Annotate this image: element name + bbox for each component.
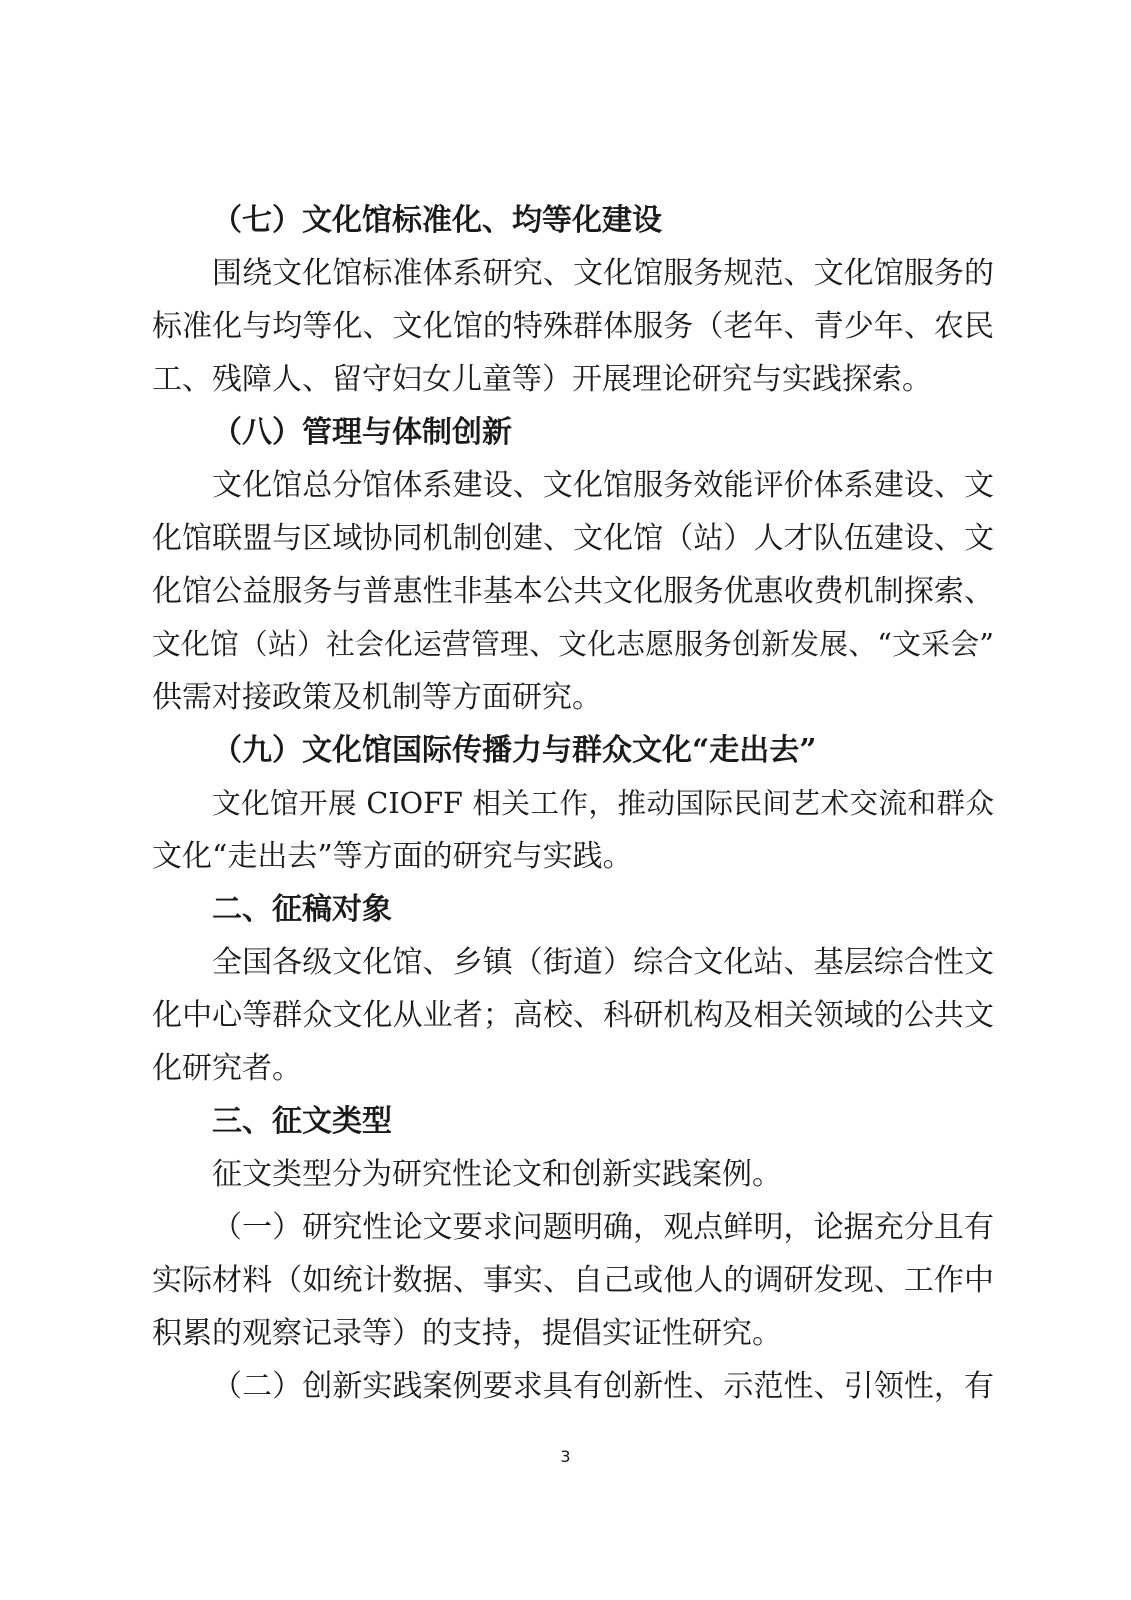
paragraph-line: 全国各级文化馆、乡镇（街道）综合文化站、基层综合性文 xyxy=(212,945,994,980)
paragraph-line: 积累的观察记录等）的支持，提倡实证性研究。 xyxy=(152,1316,782,1351)
heading-9: （九）文化馆国际传播力与群众文化“走出去” xyxy=(212,733,817,768)
paragraph-line: 围绕文化馆标准体系研究、文化馆服务规范、文化馆服务的 xyxy=(212,256,994,291)
paragraph-line: 文化馆开展 CIOFF 相关工作，推动国际民间艺术交流和群众 xyxy=(212,786,994,820)
paragraph-line: 化中心等群众文化从业者；高校、科研机构及相关领域的公共文 xyxy=(152,998,994,1033)
paragraph-line: 供需对接政策及机制等方面研究。 xyxy=(152,680,602,715)
paragraph-line: 文化“走出去”等方面的研究与实践。 xyxy=(152,839,633,874)
paragraph-line: 工、残障人、留守妇女儿童等）开展理论研究与实践探索。 xyxy=(152,362,932,397)
paragraph-line: 化研究者。 xyxy=(152,1051,302,1086)
section-heading-2: 二、征稿对象 xyxy=(212,892,392,927)
page-number: 3 xyxy=(560,1447,571,1466)
paragraph-line: 化馆联盟与区域协同机制创建、文化馆（站）人才队伍建设、文 xyxy=(152,521,994,556)
paragraph-line: （二）创新实践案例要求具有创新性、示范性、引领性，有 xyxy=(212,1369,994,1404)
paragraph-line: 文化馆总分馆体系建设、文化馆服务效能评价体系建设、文 xyxy=(212,468,994,503)
heading-7: （七）文化馆标准化、均等化建设 xyxy=(212,203,662,238)
paragraph-line: 征文类型分为研究性论文和创新实践案例。 xyxy=(212,1157,782,1192)
paragraph-line: 文化馆（站）社会化运营管理、文化志愿服务创新发展、“文采会” xyxy=(152,627,994,661)
body-text xyxy=(152,194,994,1413)
heading-8: （八）管理与体制创新 xyxy=(212,415,512,450)
section-heading-3: 三、征文类型 xyxy=(212,1104,392,1139)
paragraph-line: 标准化与均等化、文化馆的特殊群体服务（老年、青少年、农民 xyxy=(152,309,994,344)
paragraph-line: 实际材料（如统计数据、事实、自己或他人的调研发现、工作中 xyxy=(152,1263,994,1298)
paragraph-line: 化馆公益服务与普惠性非基本公共文化服务优惠收费机制探索、 xyxy=(152,574,994,609)
paragraph-line: （一）研究性论文要求问题明确，观点鲜明，论据充分且有 xyxy=(212,1210,994,1245)
